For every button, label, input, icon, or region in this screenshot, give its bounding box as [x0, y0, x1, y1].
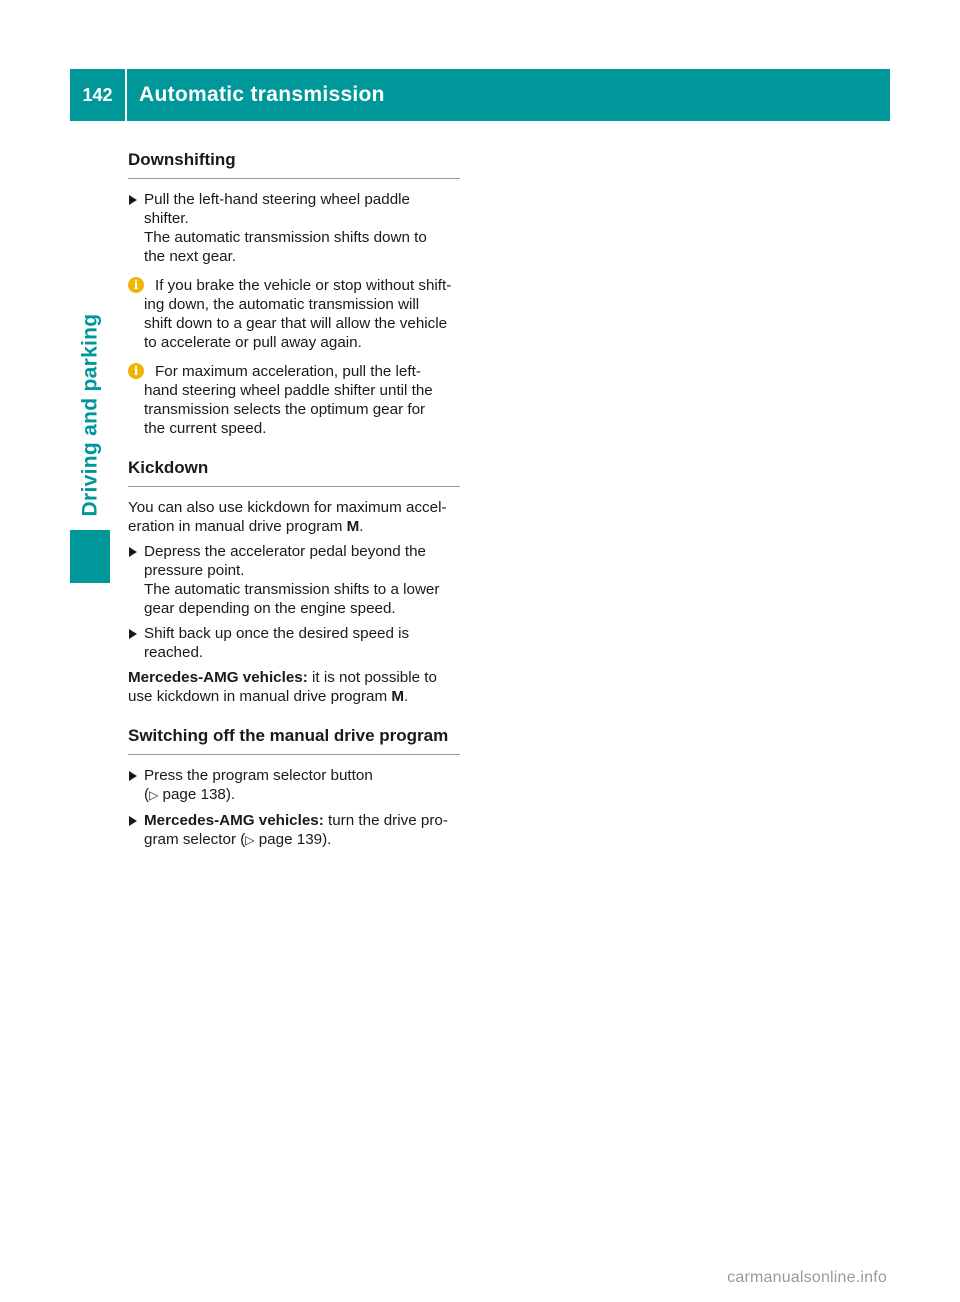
- step-text: pressure point.: [144, 562, 245, 579]
- info-icon: i: [128, 277, 144, 293]
- step-text: Press the program selector button: [144, 767, 373, 784]
- note-text: hand steering wheel paddle shifter until the: [144, 382, 433, 399]
- side-tab-marker: [70, 530, 110, 583]
- side-tab-label: Driving and parking: [78, 313, 101, 517]
- amg-label: Mercedes-AMG vehicles:: [128, 669, 308, 686]
- step-arrow-icon: [129, 547, 137, 557]
- page-ref-icon: ▷: [149, 788, 159, 802]
- step-arrow-icon: [129, 771, 137, 781]
- program-letter: M: [346, 518, 360, 535]
- page-header: [70, 69, 890, 121]
- kickdown-intro: [128, 498, 460, 536]
- info-note: [128, 276, 460, 352]
- watermark: carmanualsonline.info: [727, 1269, 887, 1286]
- note-text: transmission selects the optimum gear for: [144, 401, 426, 418]
- note-text: If you brake the vehicle or stop without shift-: [155, 277, 452, 294]
- section-switching-off: [128, 724, 460, 850]
- note-text: the current speed.: [144, 420, 267, 437]
- step-result-text: The automatic transmission shifts to a lower: [144, 581, 440, 598]
- info-icon: i: [128, 363, 144, 379]
- step-text: shifter.: [144, 210, 189, 227]
- step-text: turn the drive pro-: [323, 812, 448, 829]
- step-text: reached.: [144, 644, 204, 661]
- step-item: [128, 542, 460, 618]
- section-downshifting: [128, 148, 460, 438]
- paragraph-text: .: [359, 518, 364, 535]
- heading-switching-off: Switching off the manual drive program: [128, 724, 460, 755]
- page-ref-icon: ▷: [245, 833, 255, 847]
- page-reference[interactable]: page 138).: [158, 786, 236, 803]
- heading-kickdown: Kickdown: [128, 456, 460, 487]
- paragraph-text: eration in manual drive program: [128, 518, 347, 535]
- step-item: [128, 811, 460, 850]
- step-arrow-icon: [129, 629, 137, 639]
- amg-label: Mercedes-AMG vehicles:: [144, 812, 324, 829]
- side-tab: [70, 300, 110, 530]
- step-text: Depress the accelerator pedal beyond the: [144, 543, 426, 560]
- step-item: [128, 190, 460, 266]
- step-text: Pull the left-hand steering wheel paddle: [144, 191, 410, 208]
- info-note: [128, 362, 460, 438]
- note-text: to accelerate or pull away again.: [144, 334, 362, 351]
- step-text: (: [144, 786, 150, 803]
- heading-downshifting: Downshifting: [128, 148, 460, 179]
- step-arrow-icon: [129, 816, 137, 826]
- note-text: shift down to a gear that will allow the vehicle: [144, 315, 448, 332]
- note-text: For maximum acceleration, pull the left-: [155, 363, 421, 380]
- step-text: Shift back up once the desired speed is: [144, 625, 410, 642]
- paragraph-text: use kickdown in manual drive program: [128, 688, 392, 705]
- section-kickdown: [128, 456, 460, 706]
- program-letter: M: [391, 688, 405, 705]
- page-content: [128, 148, 460, 868]
- step-item: [128, 766, 460, 805]
- page-reference[interactable]: page 139).: [254, 831, 332, 848]
- step-item: [128, 624, 460, 662]
- amg-note: [128, 668, 460, 706]
- paragraph-text: You can also use kickdown for maximum accel-: [128, 499, 447, 516]
- step-result-text: the next gear.: [144, 248, 237, 265]
- step-arrow-icon: [129, 195, 137, 205]
- note-text: ing down, the automatic transmission will: [144, 296, 420, 313]
- section-title: Automatic transmission: [139, 83, 385, 106]
- step-result-text: gear depending on the engine speed.: [144, 600, 396, 617]
- page-number: 142: [70, 69, 127, 121]
- step-result-text: The automatic transmission shifts down to: [144, 229, 427, 246]
- paragraph-text: it is not possible to: [307, 669, 437, 686]
- step-text: gram selector (: [144, 831, 246, 848]
- paragraph-text: .: [404, 688, 409, 705]
